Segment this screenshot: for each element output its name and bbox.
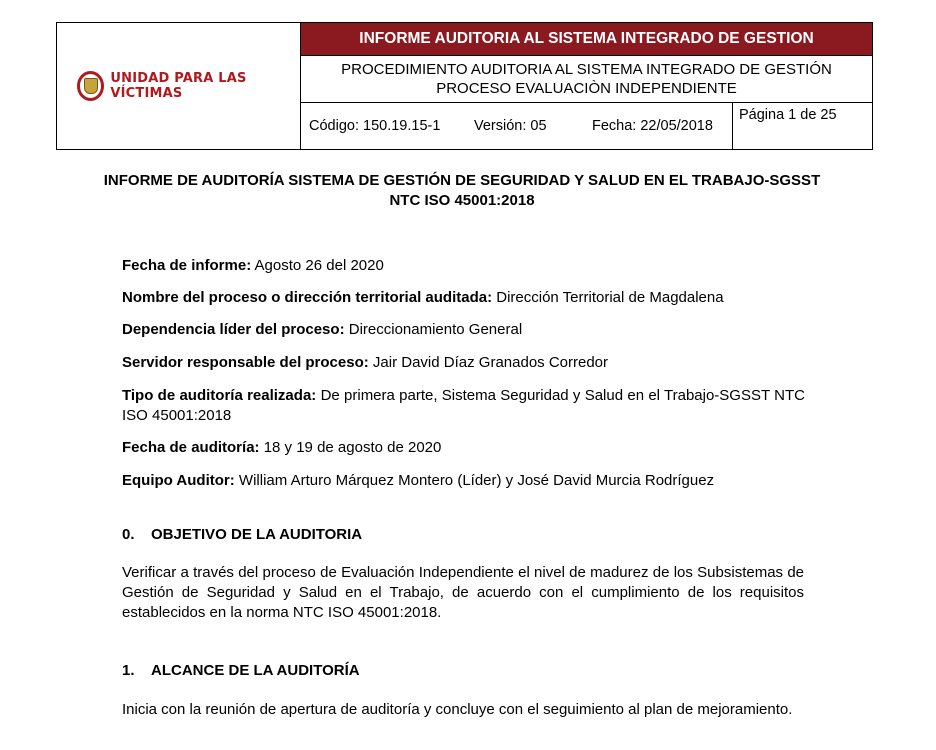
document-code: Código: 150.19.15-1 — [309, 118, 441, 134]
section-text-objetivo: Verificar a través del proceso de Evaluación Independiente el nivel de madurez de los Subsistemas de Gestión de Seguridad y Salud en el Trabajo, de acuerdo con el cumplimiento de los requisitos establecidos en la norma NTC ISO 45001:2018. — [122, 564, 804, 621]
field-fecha-auditoria — [122, 438, 805, 458]
section-title: OBJETIVO DE LA AUDITORIA — [151, 526, 363, 543]
logo-text: UNIDAD PARA LAS VÍCTIMAS — [110, 71, 247, 101]
document-date: Fecha: 22/05/2018 — [592, 118, 713, 134]
field-value: William Arturo Márquez Montero (Líder) y José David Murcia Rodríguez — [234, 472, 715, 489]
header-meta — [301, 103, 873, 150]
field-equipo-auditor — [122, 471, 805, 491]
field-dependencia — [122, 320, 805, 340]
coat-of-arms-icon — [77, 71, 104, 101]
field-servidor — [122, 353, 805, 373]
field-value: Jair David Díaz Granados Corredor — [368, 354, 609, 371]
section-number: 0. — [122, 526, 135, 543]
procedure-line2: PROCESO EVALUACIÒN INDEPENDIENTE — [436, 80, 737, 97]
field-label: Nombre del proceso o dirección territorial auditada: — [122, 289, 493, 306]
field-label: Tipo de auditoría realizada: — [122, 387, 317, 404]
field-tipo-auditoria — [122, 386, 805, 426]
logo — [57, 71, 300, 101]
document-header — [56, 22, 873, 150]
section-heading-alcance — [122, 662, 360, 679]
page-number: Página 1 de 25 — [732, 103, 849, 149]
section-title: ALCANCE DE LA AUDITORÍA — [151, 662, 360, 679]
field-fecha-informe — [122, 256, 805, 276]
header-procedure — [301, 56, 873, 103]
field-label: Fecha de informe: — [122, 257, 252, 274]
header-main-title: INFORME AUDITORIA AL SISTEMA INTEGRADO DE GESTION — [301, 23, 873, 56]
field-label: Servidor responsable del proceso: — [122, 354, 369, 371]
field-label: Fecha de auditoría: — [122, 439, 260, 456]
field-label: Dependencia líder del proceso: — [122, 321, 345, 338]
document-version: Versión: 05 — [474, 118, 547, 134]
report-title: INFORME DE AUDITORÍA SISTEMA DE GESTIÓN DE SEGURIDAD Y SALUD EN EL TRABAJO-SGSST NTC ISO 45001:2018 — [103, 172, 821, 209]
section-number: 1. — [122, 662, 135, 679]
field-value: De primera parte, Sistema Seguridad y Salud en el Trabajo-SGSST NTC ISO 45001:2018 — [122, 387, 805, 424]
field-value: 18 y 19 de agosto de 2020 — [259, 439, 442, 456]
logo-cell — [57, 23, 301, 150]
field-value: Agosto 26 del 2020 — [251, 257, 384, 274]
field-value: Direccionamiento General — [344, 321, 523, 338]
field-value: Dirección Territorial de Magdalena — [492, 289, 724, 306]
procedure-line1: PROCEDIMIENTO AUDITORIA AL SISTEMA INTEGRADO DE GESTIÓN — [341, 61, 832, 78]
field-proceso — [122, 288, 805, 308]
section-text-alcance: Inicia con la reunión de apertura de auditoría y concluye con el seguimiento al plan de mejoramiento. — [122, 701, 793, 718]
section-heading-objetivo — [122, 526, 362, 543]
field-label: Equipo Auditor: — [122, 472, 235, 489]
